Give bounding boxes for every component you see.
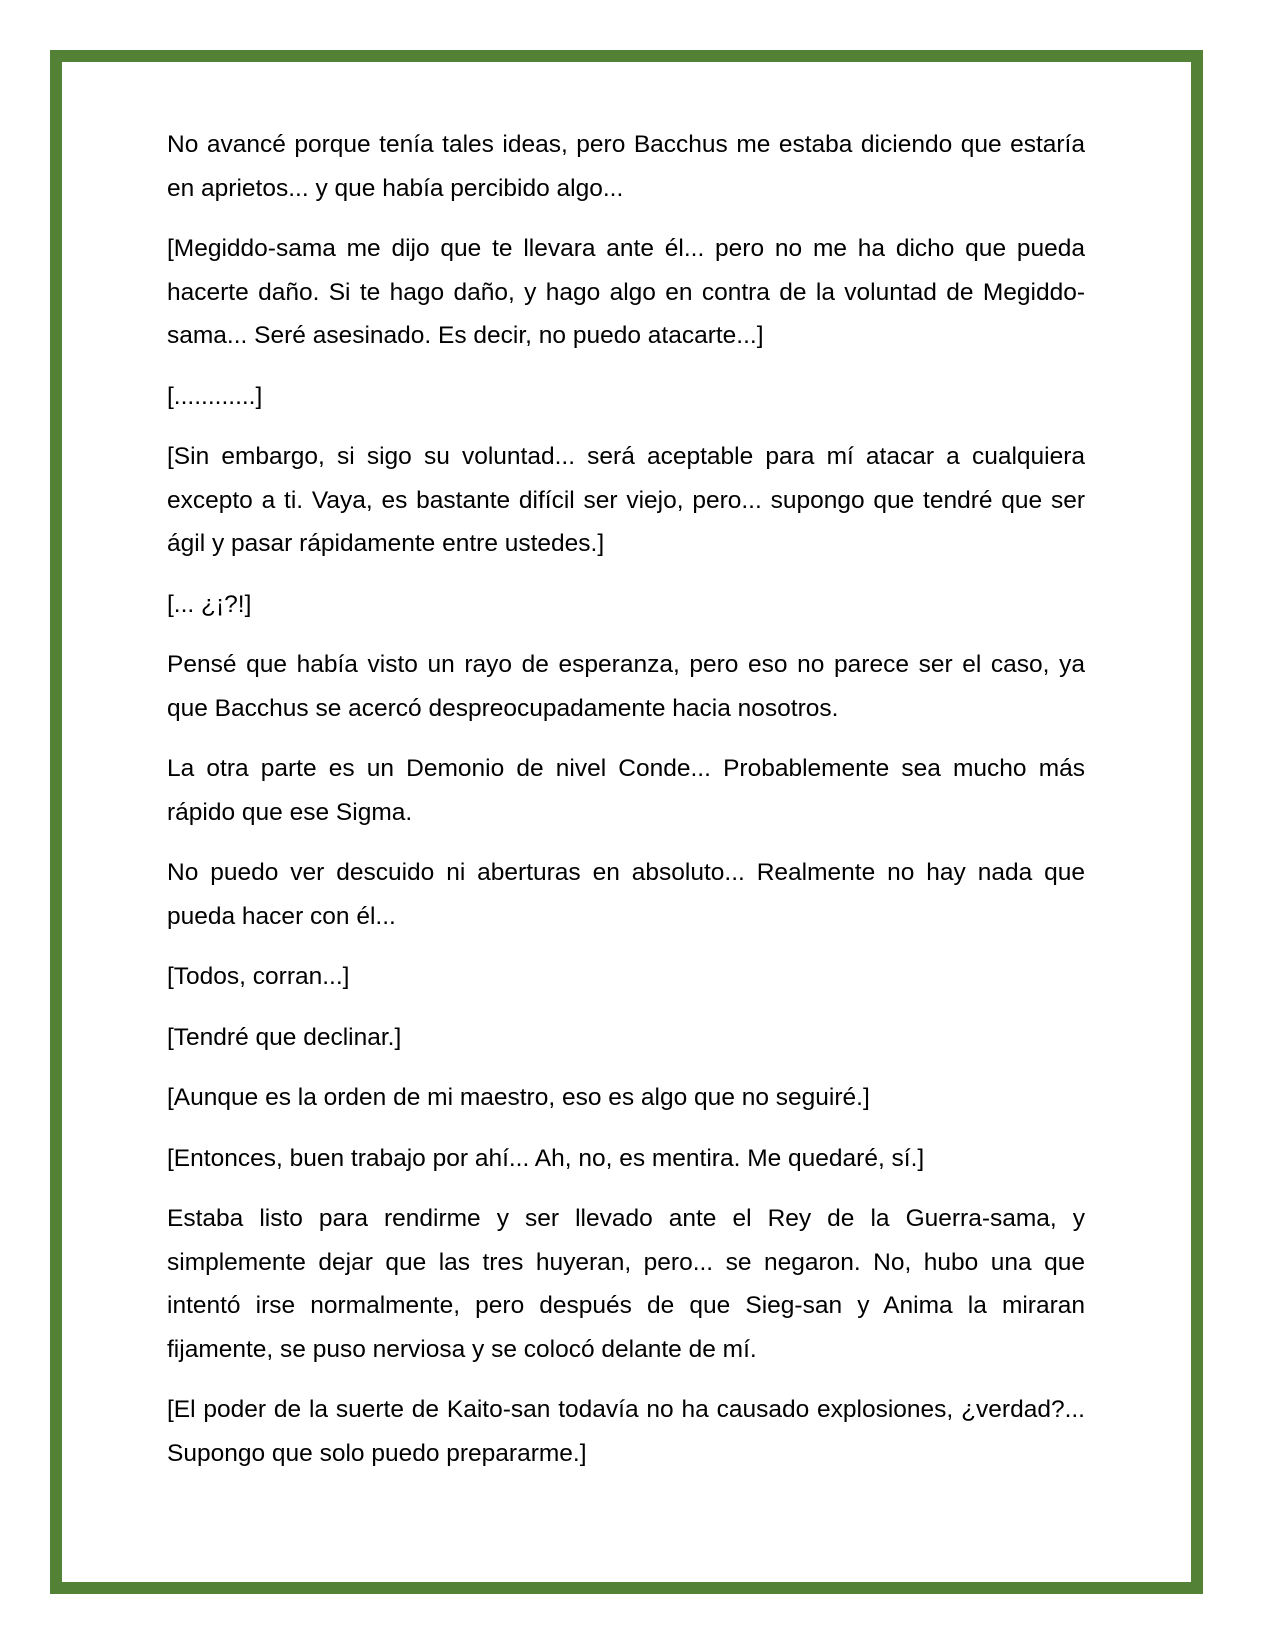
paragraph: [... ¿¡?!] [167, 590, 252, 618]
paragraph: [Megiddo-sama me dijo que te llevara ante él... pero no me ha dicho que pueda hacerte daño. Si te hago daño, y hago algo en contra de la voluntad de Megiddo-sama... Seré asesinado. Es decir, no puedo atacarte...] [167, 235, 1085, 349]
paragraph: [Aunque es la orden de mi maestro, eso es algo que no seguiré.] [167, 1084, 870, 1111]
paragraph: Pensé que había visto un rayo de esperanza, pero eso no parece ser el caso, ya que Bacchus se acercó despreocupadamente hacia nosotros. [167, 651, 1085, 722]
document-body [167, 123, 1085, 1492]
paragraph: [Sin embargo, si sigo su voluntad... será aceptable para mí atacar a cualquiera excepto a ti. Vaya, es bastante difícil ser viejo, pero... supongo que tendré que ser ágil y pasar rápidamente entre ustedes.] [167, 443, 1085, 557]
paragraph: La otra parte es un Demonio de nivel Conde... Probablemente sea mucho más rápido que ese Sigma. [167, 755, 1085, 826]
paragraph: No avancé porque tenía tales ideas, pero Bacchus me estaba diciendo que estaría en aprietos... y que había percibido algo... [167, 131, 1085, 202]
paragraph: [Entonces, buen trabajo por ahí... Ah, no, es mentira. Me quedaré, sí.] [167, 1144, 925, 1172]
paragraph: No puedo ver descuido ni aberturas en absoluto... Realmente no hay nada que pueda hacer con él... [167, 859, 1085, 930]
paragraph: [El poder de la suerte de Kaito-san todavía no ha causado explosiones, ¿verdad?... Supongo que solo puedo prepararme.] [167, 1396, 1085, 1467]
paragraph: Estaba listo para rendirme y ser llevado ante el Rey de la Guerra-sama, y simplemente dejar que las tres huyeran, pero... se negaron. No, hubo una que intentó irse normalmente, pero después de que Sieg-san y Anima la miraran fijamente, se puso nerviosa y se colocó delante de mí. [167, 1205, 1085, 1363]
paragraph: [............] [167, 382, 263, 410]
paragraph: [Tendré que declinar.] [167, 1023, 402, 1051]
paragraph: [Todos, corran...] [167, 963, 350, 990]
